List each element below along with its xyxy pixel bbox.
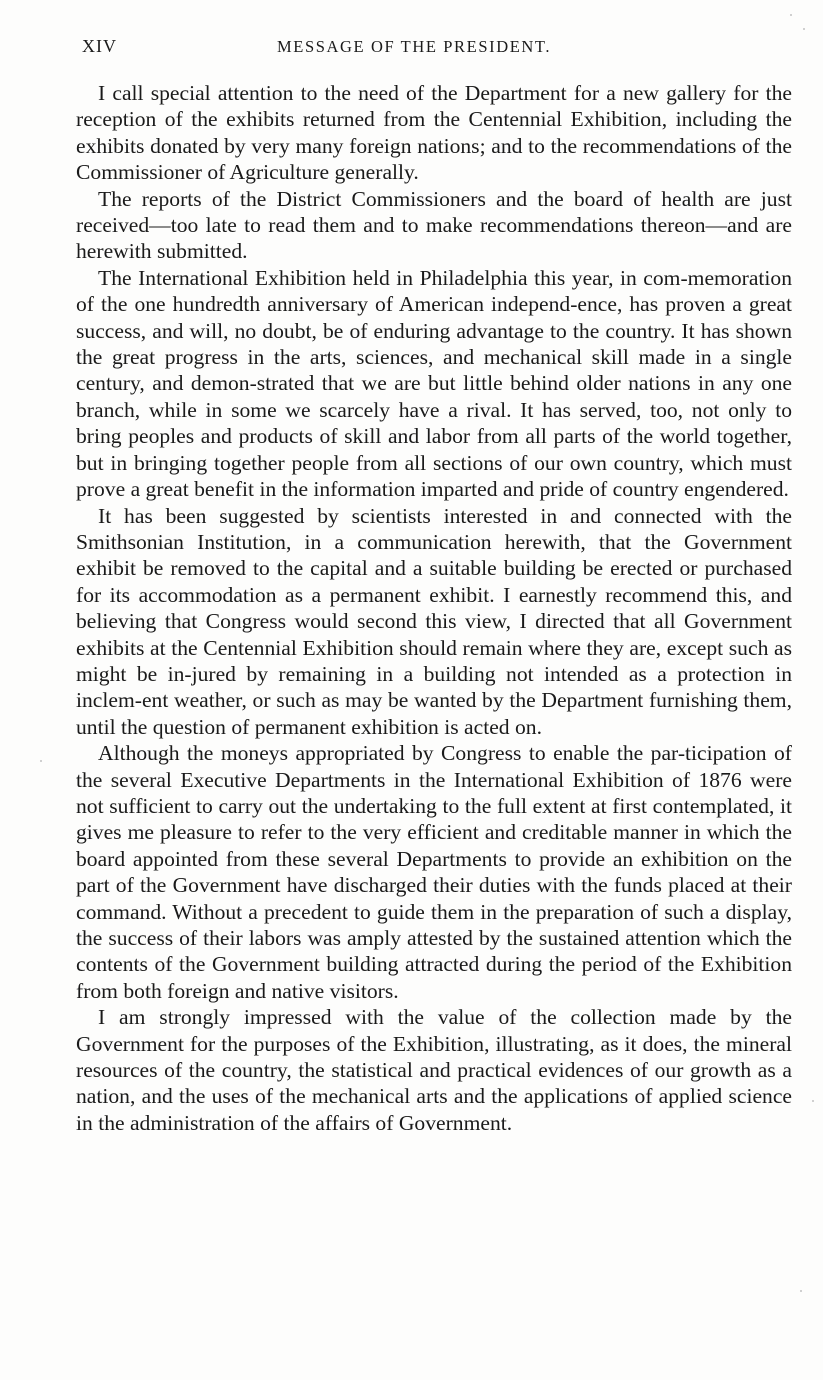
scan-speck [790, 14, 792, 16]
scan-speck [803, 28, 805, 30]
paragraph-smithsonian-suggestion: It has been suggested by scientists interested in and connected with the Smithsonian Institution, in a communication herewith, that the Government exhibit be removed to the capital and a suitable building be erected or purchased for its accommodation as a permanent exhibit. I earnestly recommend this, and believing that Congress would second this view, I directed that all Government exhibits at the Centennial Exhibition should remain where they are, except such as might be in-jured by remaining in a building not intended as a protection in inclem-ent weather, or such as may be wanted by the Department furnishing them, until the question of permanent exhibition is acted on. [76, 503, 792, 739]
scan-speck [40, 760, 42, 762]
paragraph-collection-value: I am strongly impressed with the value of the collection made by the Government for the purposes of the Exhibition, illustrating, as it does, the mineral resources of the country, the statistical and practical evidences of our growth as a nation, and the uses of the mechanical arts and the applications of applied science in the administration of the affairs of Government. [76, 1005, 792, 1135]
body-text [76, 80, 792, 1136]
paragraph-district-reports: The reports of the District Commissioners and the board of health are just received—too late to read them and to make recommendations thereon—and are herewith submitted. [76, 186, 792, 264]
running-title: MESSAGE OF THE PRESIDENT. [277, 37, 552, 56]
scan-speck [812, 1100, 814, 1102]
scan-speck [800, 1290, 802, 1292]
paragraph-international-exhibition: The International Exhibition held in Philadelphia this year, in com-memoration of the one hundredth anniversary of American independ-ence, has proven a great success, and will, no doubt, be of enduring advantage to the country. It has shown the great progress in the arts, sciences, and mechanical skill made in a single century, and demon-strated that we are but little behind older nations in any one branch, while in some we scarcely have a rival. It has served, too, not only to bring peoples and products of skill and labor from all parts of the world together, but in bringing together people from all sections of our own country, which must prove a great benefit in the information imparted and pride of country engendered. [76, 265, 792, 502]
running-head [82, 36, 792, 60]
paragraph-gallery: I call special attention to the need of the Department for a new gallery for the reception of the exhibits returned from the Centennial Exhibition, including the exhibits donated by very many foreign nations; and to the recommendations of the Commissioner of Agriculture generally. [76, 81, 792, 185]
paragraph-appropriations: Although the moneys appropriated by Congress to enable the par-ticipation of the several Executive Departments in the International Exhibition of 1876 were not sufficient to carry out the undertaking to the full extent at first contemplated, it gives me pleasure to refer to the very efficient and creditable manner in which the board appointed from these several Departments to provide an exhibition on the part of the Government have discharged their duties with the funds placed at their command. Without a precedent to guide them in the preparation of such a display, the success of their labors was amply attested by the sustained attention which the contents of the Government building attracted during the period of the Exhibition from both foreign and native visitors. [76, 741, 792, 1003]
page-number: XIV [82, 36, 117, 56]
